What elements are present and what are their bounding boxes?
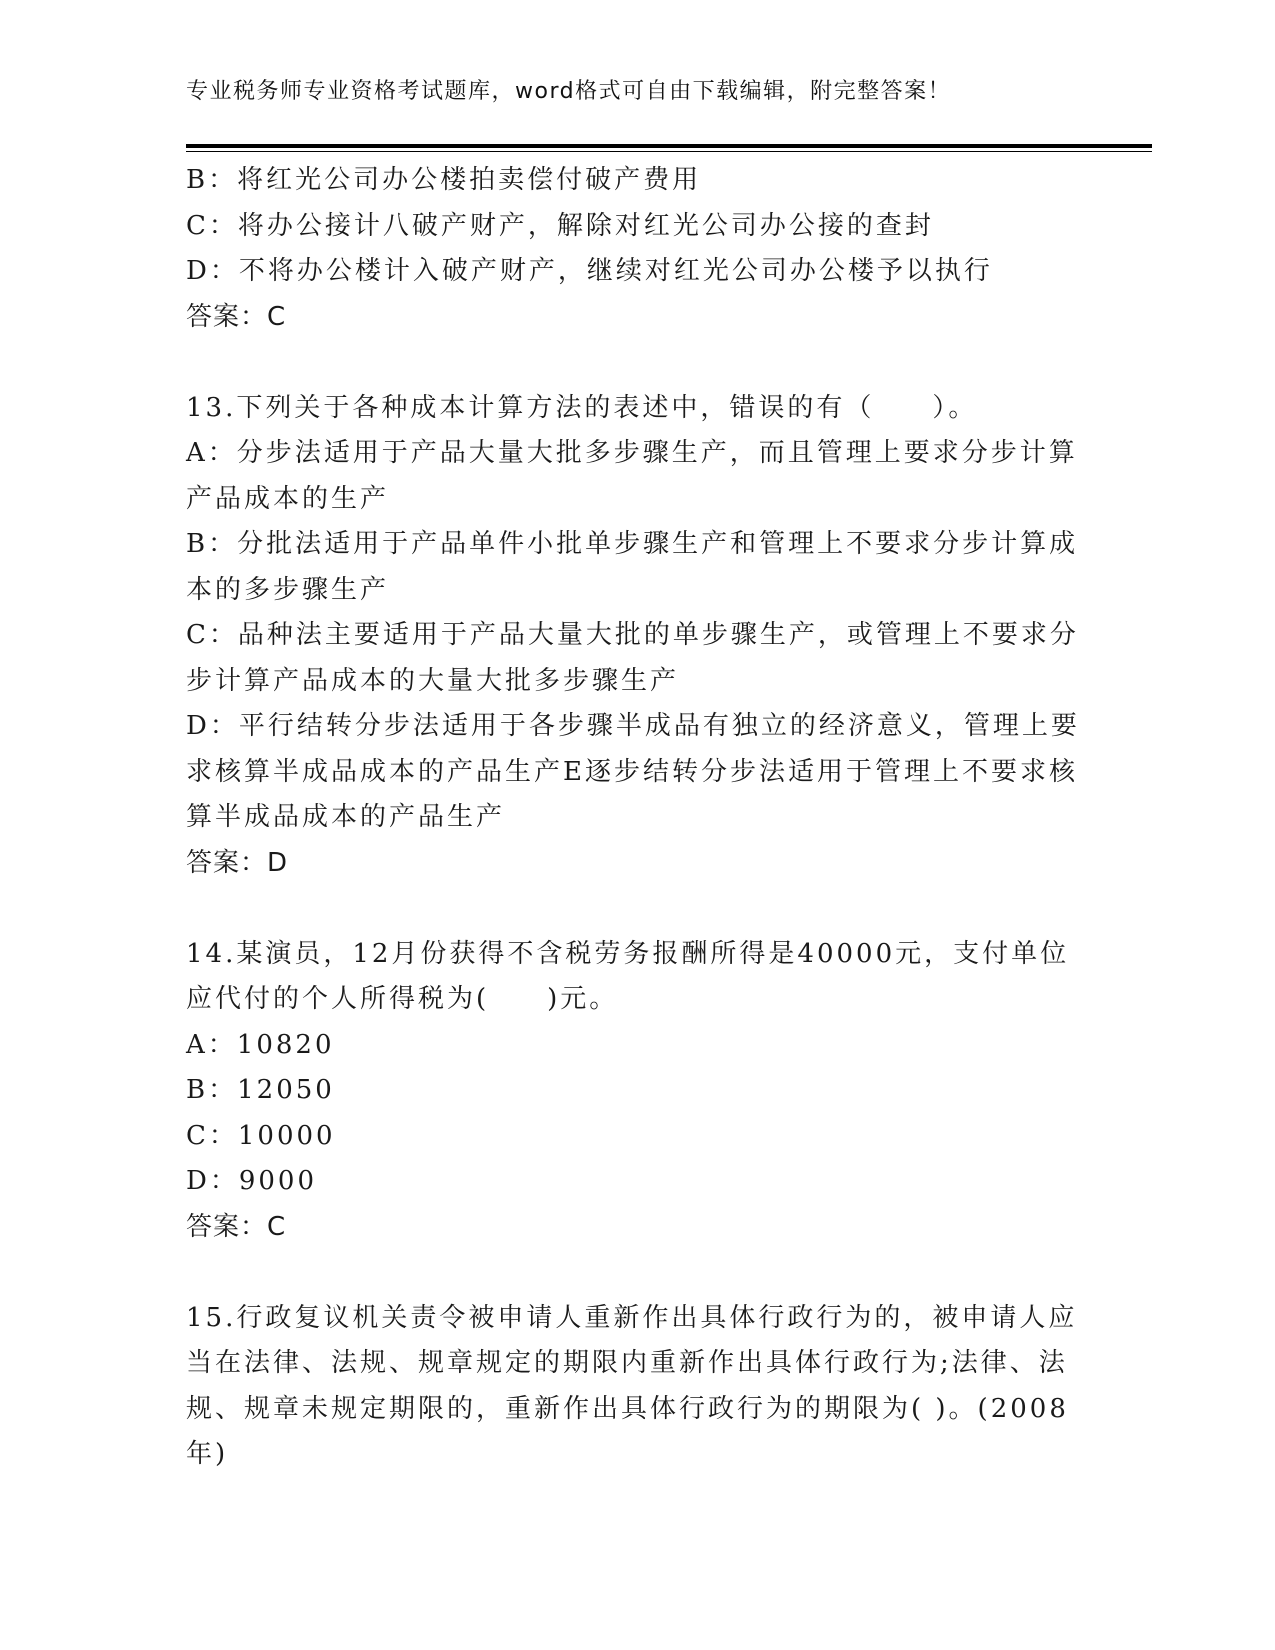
spacer [186,886,1086,932]
page-header: 专业税务师专业资格考试题库，word格式可自由下载编辑，附完整答案！ [186,79,952,104]
q12-option-d: D：不将办公楼计入破产财产，继续对红光公司办公楼予以执行 [186,256,993,286]
q14-question: 14.某演员，12月份获得不含税劳务报酬所得是40000元，支付单位应代付的个人所得税为( )元。 [186,938,1070,1014]
q14-option-a: A：10820 [186,1029,335,1060]
q15-question: 15.行政复议机关责令被申请人重新作出具体行政行为的，被申请人应当在法律、法规、规章规定的期限内重新作出具体行政行为;法律、法规、规章未规定期限的，重新作出具体行政行为的期限为( )。(2008年) [186,1302,1078,1469]
header-rule-thin [186,151,1152,152]
document-body [186,158,1086,1478]
q13-option-c: C：品种法主要适用于产品大量大批的单步骤生产，或管理上不要求分步计算产品成本的大量大批多步骤生产 [186,620,1079,696]
header-rule-thick [186,144,1152,148]
q13-option-b: B：分批法适用于产品单件小批单步骤生产和管理上不要求分步计算成本的多步骤生产 [186,529,1079,605]
q14-option-b: B：12050 [186,1075,335,1105]
q14-option-d: D：9000 [186,1166,318,1196]
q13-option-d: D：平行结转分步法适用于各步骤半成品有独立的经济意义，管理上要求核算半成品成本的产品生产E逐步结转分步法适用于管理上不要求核算半成品成本的产品生产 [186,711,1080,832]
q14-option-c: C：10000 [186,1120,336,1151]
q12-option-b: B：将红光公司办公楼拍卖偿付破产费用 [186,165,702,195]
q12-answer: 答案：C [186,301,287,332]
q13-answer: 答案：D [186,847,289,878]
q13-option-a: A：分步法适用于产品大量大批多步骤生产，而且管理上要求分步计算产品成本的生产 [186,438,1078,514]
spacer [186,340,1086,386]
q13-question: 13.下列关于各种成本计算方法的表述中，错误的有（ ）。 [186,392,978,423]
spacer [186,1250,1086,1296]
q12-option-c: C：将办公接计八破产财产，解除对红光公司办公接的查封 [186,210,934,241]
q14-answer: 答案：C [186,1211,287,1242]
